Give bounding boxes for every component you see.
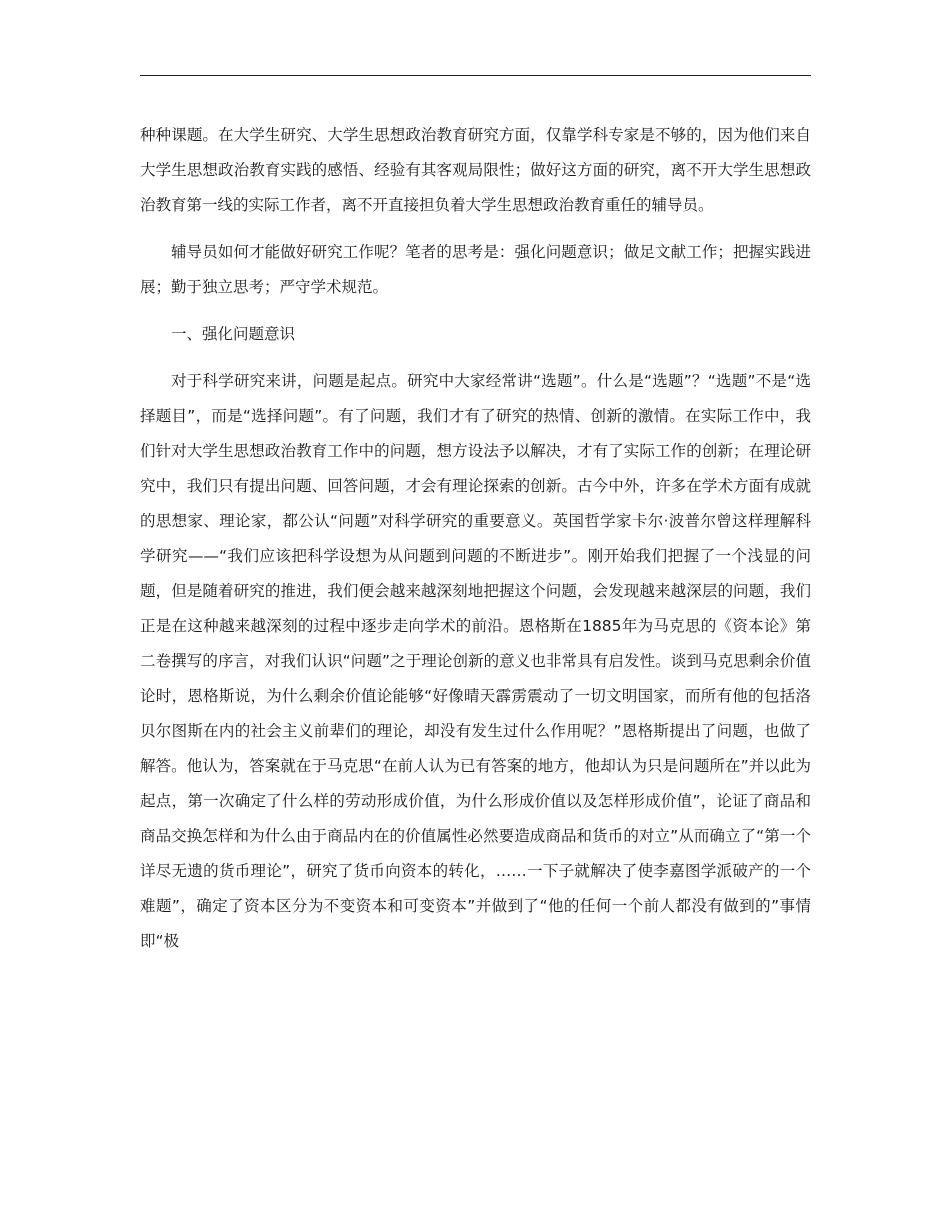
document-body [140, 118, 811, 959]
header-rule [140, 75, 811, 76]
paragraph-research-approach: 辅导员如何才能做好研究工作呢？笔者的思考是：强化问题意识；做足文献工作；把握实践进展；勤于独立思考；严守学术规范。 [140, 243, 811, 296]
paragraph-continuation: 种种课题。在大学生研究、大学生思想政治教育研究方面，仅靠学科专家是不够的，因为他们来自大学生思想政治教育实践的感悟、经验有其客观局限性；做好这方面的研究，离不开大学生思想政治教育第一线的实际工作者，离不开直接担负着大学生思想政治教育重任的辅导员。 [140, 126, 811, 214]
section-heading-problem-awareness: 一、强化问题意识 [171, 325, 296, 343]
paragraph-problem-awareness: 对于科学研究来讲，问题是起点。研究中大家经常讲“选题”。什么是“选题”？“选题”不是“选择题目”，而是“选择问题”。有了问题，我们才有了研究的热情、创新的激情。在实际工作中，我们针对大学生思想政治教育工作中的问题，想方设法予以解决，才有了实际工作的创新；在理论研究中，我们只有提出问题、回答问题，才会有理论探索的创新。古今中外，许多在学术方面有成就的思想家、理论家，都公认“问题”对科学研究的重要意义。英国哲学家卡尔·波普尔曾这样理解科学研究——“我们应该把科学设想为从问题到问题的不断进步”。刚开始我们把握了一个浅显的问题，但是随着研究的推进，我们便会越来越深刻地把握这个问题，会发现越来越深层的问题，我们正是在这种越来越深刻的过程中逐步走向学术的前沿。恩格斯在1885年为马克思的《资本论》第二卷撰写的序言，对我们认识“问题”之于理论创新的意义也非常具有启发性。谈到马克思剩余价值论时，恩格斯说，为什么剩余价值论能够“好像晴天霹雳震动了一切文明国家，而所有他的包括洛贝尔图斯在内的社会主义前辈们的理论，却没有发生过什么作用呢？”恩格斯提出了问题，也做了解答。他认为，答案就在于马克思“在前人认为已有答案的地方，他却认为只是问题所在”并以此为起点，第一次确定了什么样的劳动形成价值，为什么形成价值以及怎样形成价值”，论证了商品和商品交换怎样和为什么由于商品内在的价值属性必然要造成商品和货币的对立”从而确立了“第一个详尽无遗的货币理论”，研究了货币向资本的转化，……一下子就解决了使李嘉图学派破产的一个难题”，确定了资本区分为不变资本和可变资本”并做到了“他的任何一个前人都没有做到的”事情即“极 [140, 372, 811, 950]
